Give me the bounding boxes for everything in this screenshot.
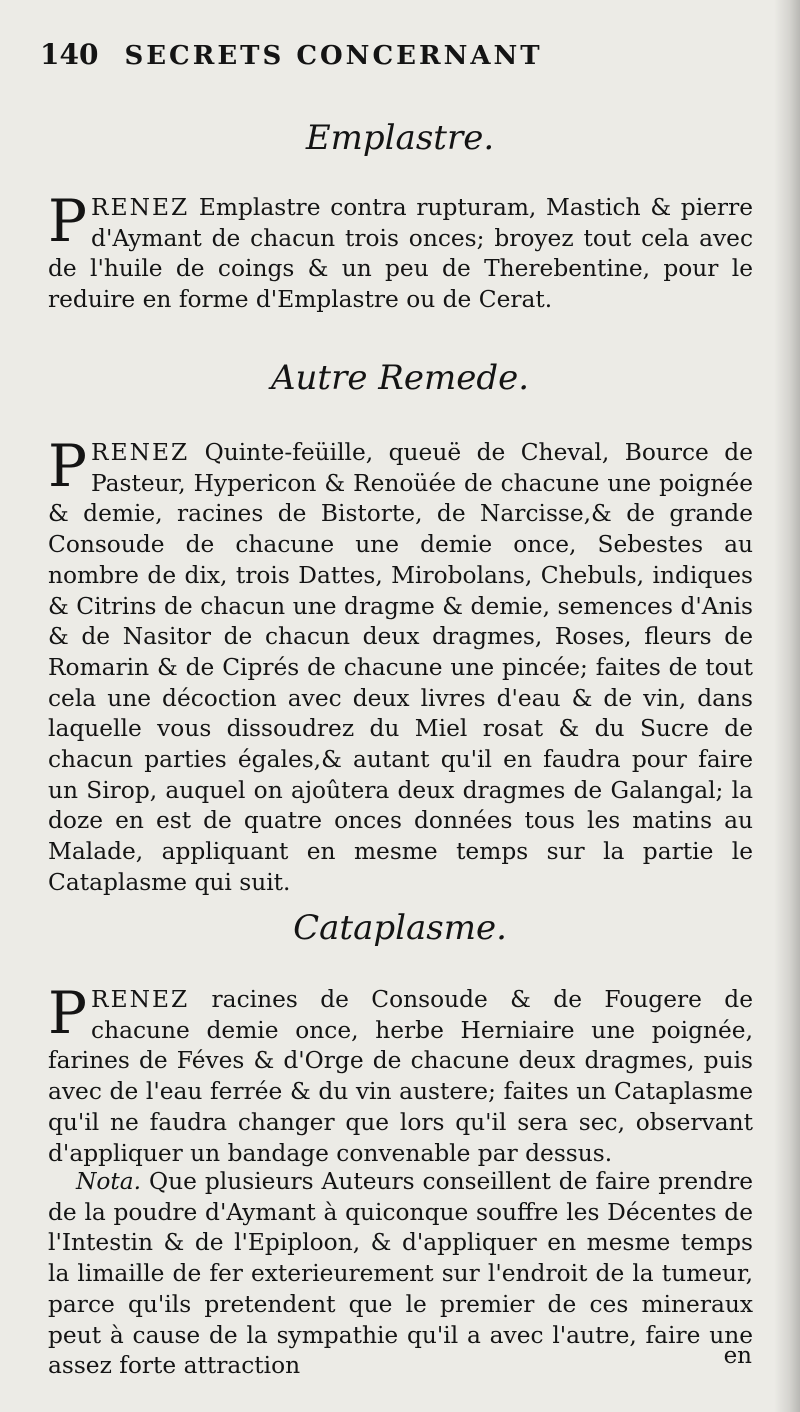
section-heading-autre-remede: Autre Remede. <box>270 358 530 398</box>
paragraph-text: racines de Consoude & de Fougere de chacune demie once, herbe Herniaire une poignée, farines de Féves & d'Orge de chacune deux dragmes, puis avec de l'eau ferrée & du vin austere; faites un Cataplasme qu'il ne faudra changer que lors qu'il sera sec, observant d'appliquer un bandage convenable par dessus. <box>48 986 753 1167</box>
section-heading-emplastre: Emplastre. <box>305 118 495 158</box>
nota-text: Que plusieurs Auteurs conseillent de faire prendre de la poudre d'Aymant à quiconque souffre les Décentes de l'Intestin & de l'Epiploon, & d'appliquer en mesme temps la limaille de fer exterieurement sur l'endroit de la tumeur, parce qu'ils pretendent que le premier de ces mineraux peut à cause de la sympathie qu'il a avec l'autre, faire une assez forte attraction <box>48 1168 753 1380</box>
section-heading-cataplasme: Cataplasme. <box>293 908 507 948</box>
drop-cap: P <box>48 979 88 1047</box>
paragraph-emplastre <box>48 187 753 316</box>
page-header <box>40 38 640 78</box>
lead-word: RENEZ <box>91 194 190 221</box>
paragraph-nota <box>48 1167 753 1382</box>
catchword: en <box>723 1343 752 1369</box>
lead-word: RENEZ <box>91 439 190 466</box>
paragraph-cataplasme <box>48 979 753 1169</box>
drop-cap: P <box>48 187 88 255</box>
paragraph-text: Quinte-feüille, queuë de Cheval, Bource de Pasteur, Hypericon & Renoüée de chacune une poignée & demie, racines de Bistorte, de Narcisse,& de grande Consoude de chacune une demie once, Sebestes au nombre de dix, trois Dattes, Mirobolans, Chebuls, indiques & Citrins de chacun une dragme & demie, semences d'Anis & de Nasitor de chacun deux dragmes, Roses, fleurs de Romarin & de Ciprés de chacune une pincée; faites de tout cela une décoction avec deux livres d'eau & de vin, dans laquelle vous dissoudrez du Miel rosat & du Sucre de chacun parties égales,& autant qu'il en faudra pour faire un Sirop, auquel on ajoûtera deux dragmes de Galangal; la doze en est de quatre onces données tous les matins au Malade, appliquant en mesme temps sur la partie le Cataplasme qui suit. <box>48 439 753 896</box>
paragraph-autre-remede <box>48 432 753 899</box>
drop-cap: P <box>48 432 88 500</box>
nota-label: Nota. <box>76 1168 142 1195</box>
page-gutter-shadow <box>774 0 800 1412</box>
lead-word: RENEZ <box>91 986 190 1013</box>
running-head: SECRETS CONCERNANT <box>124 41 543 71</box>
paragraph-text: Emplastre contra rupturam, Mastich & pierre d'Aymant de chacun trois onces; broyez tout cela avec de l'huile de coings & un peu de Therebentine, pour le reduire en forme d'Emplastre ou de Cerat. <box>48 194 753 314</box>
page-number: 140 <box>40 38 99 71</box>
